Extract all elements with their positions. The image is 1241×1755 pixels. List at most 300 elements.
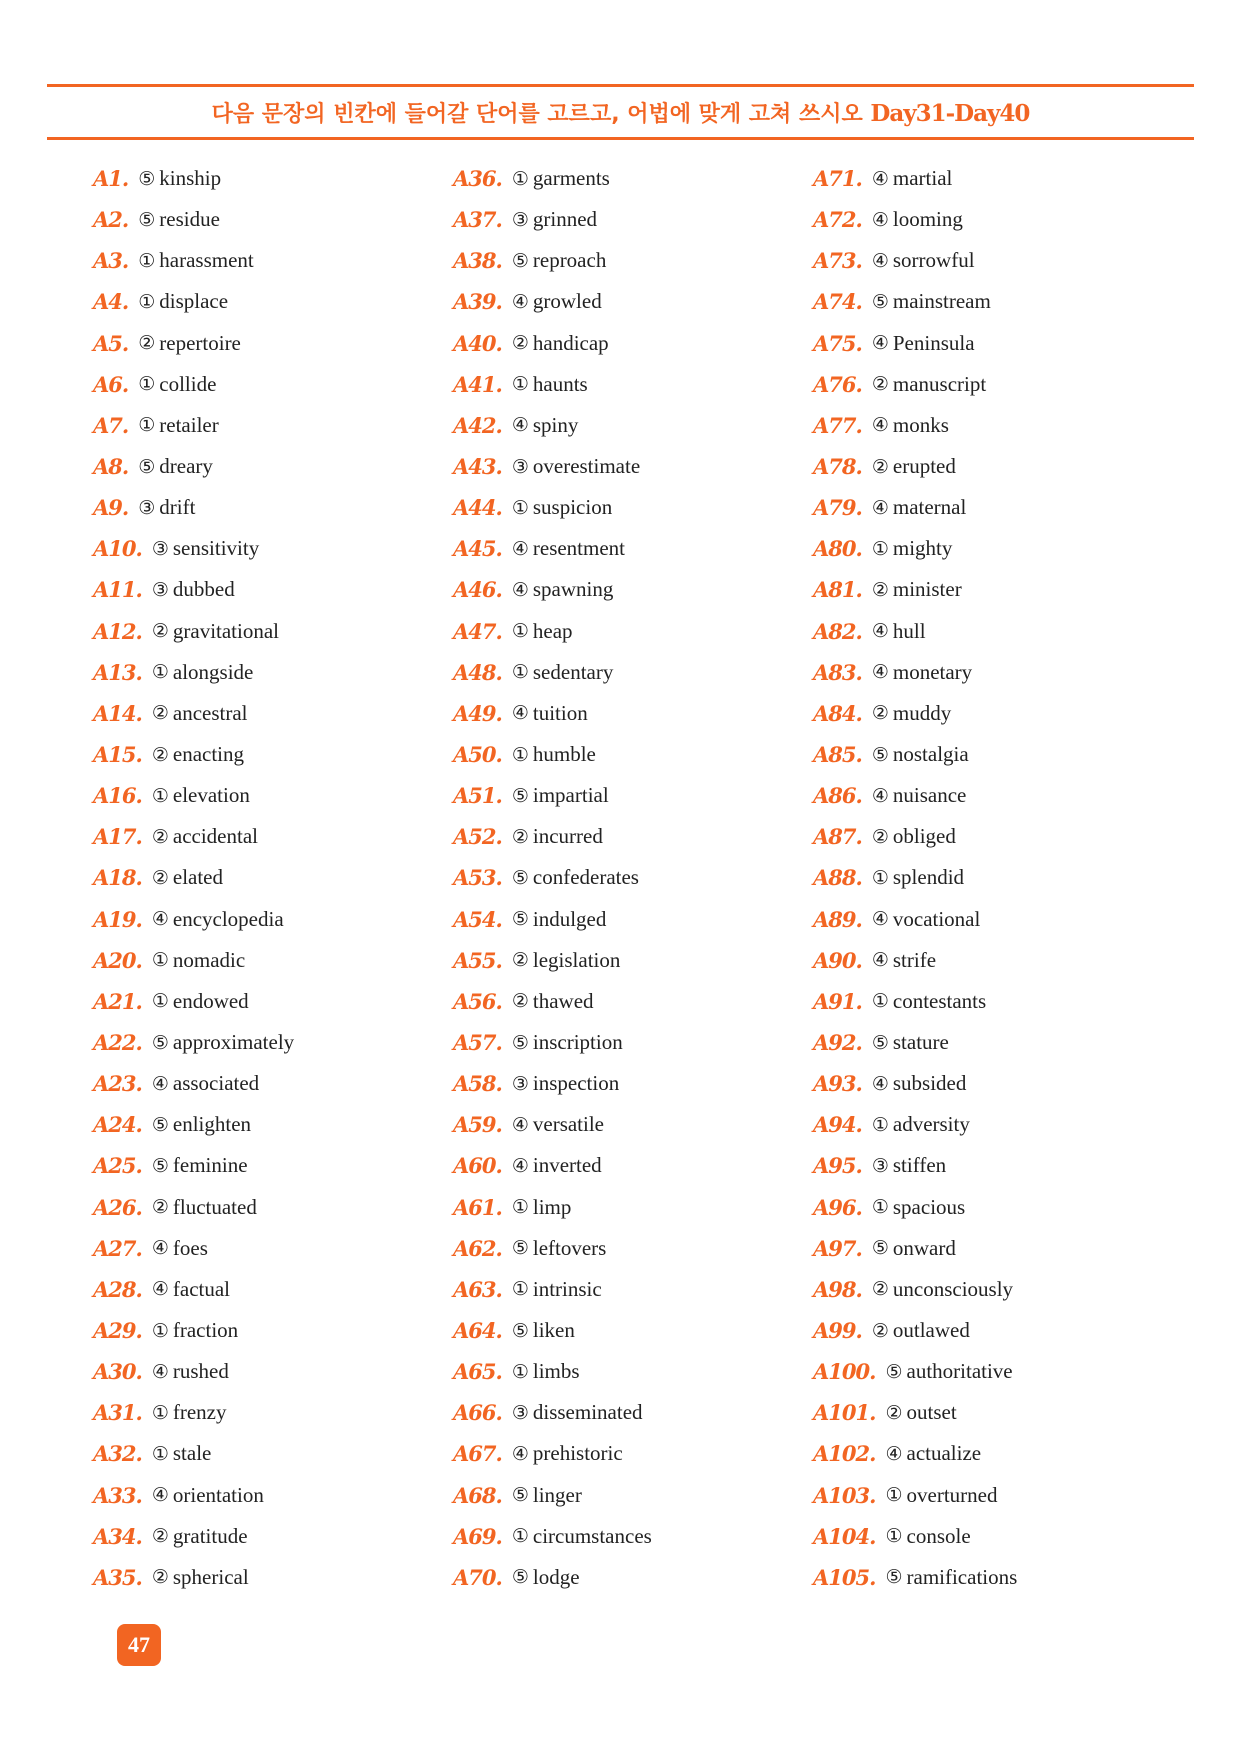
- answer-number: A9.: [93, 495, 129, 521]
- answer-choice: ①: [511, 1278, 529, 1301]
- answer-choice: ⑤: [871, 1237, 889, 1260]
- answer-word: drift: [159, 495, 196, 520]
- answer-choice: ④: [511, 1113, 529, 1136]
- answer-row: [813, 1433, 1173, 1474]
- answer-choice: ④: [151, 1484, 169, 1507]
- answer-row: [453, 1228, 813, 1269]
- answer-word: adversity: [892, 1112, 970, 1137]
- answer-number: A41.: [453, 371, 502, 397]
- answer-word: residue: [159, 207, 220, 232]
- answer-row: [813, 775, 1173, 816]
- answer-choice: ⑤: [511, 1566, 529, 1589]
- answer-number: A73.: [813, 248, 862, 274]
- answer-number: A63.: [453, 1276, 502, 1302]
- answer-choice: ①: [871, 990, 889, 1013]
- answer-row: [453, 446, 813, 487]
- answer-number: A60.: [453, 1153, 502, 1179]
- answer-number: A1.: [93, 166, 129, 192]
- answer-number: A19.: [93, 906, 142, 932]
- answer-choice: ②: [511, 332, 529, 355]
- answer-number: A45.: [453, 536, 502, 562]
- answer-choice: ④: [511, 537, 529, 560]
- answer-word: liken: [532, 1318, 575, 1342]
- answer-row: [453, 1310, 813, 1351]
- answer-choice: ①: [138, 249, 156, 272]
- answer-number: A75.: [813, 330, 862, 356]
- answer-choice: ②: [511, 949, 529, 972]
- answer-row: [813, 569, 1173, 610]
- answer-number: A50.: [453, 742, 502, 768]
- answer-row: [93, 569, 453, 610]
- answer-number: A59.: [453, 1112, 502, 1138]
- answer-choice: ④: [871, 908, 889, 931]
- answer-row: [93, 1145, 453, 1186]
- answer-row: [93, 1516, 453, 1557]
- answer-word: factual: [172, 1276, 230, 1301]
- answer-row: [93, 487, 453, 528]
- answer-number: A61.: [453, 1194, 502, 1220]
- answer-number: A82.: [813, 618, 862, 644]
- answer-number: A17.: [93, 824, 142, 850]
- answer-choice: ⑤: [511, 249, 529, 272]
- answer-row: [453, 281, 813, 322]
- answer-word: manuscript: [892, 371, 987, 396]
- answer-row: [93, 611, 453, 652]
- answer-row: [453, 158, 813, 199]
- answer-row: [93, 940, 453, 981]
- answer-number: A21.: [93, 988, 142, 1014]
- answer-word: leftovers: [532, 1235, 607, 1260]
- answer-word: looming: [892, 207, 963, 232]
- answer-number: A42.: [453, 412, 502, 438]
- answer-choice: ②: [511, 825, 529, 848]
- answer-number: A18.: [93, 865, 142, 891]
- answer-row: [813, 281, 1173, 322]
- answer-word: strife: [892, 947, 937, 972]
- answer-choice: ⑤: [151, 1031, 169, 1054]
- answer-choice: ②: [151, 1196, 169, 1219]
- answer-choice: ②: [885, 1401, 903, 1424]
- answer-choice: ④: [511, 578, 529, 601]
- answer-row: [93, 1269, 453, 1310]
- answer-row: [453, 1187, 813, 1228]
- answer-choice: ②: [151, 702, 169, 725]
- answer-row: [813, 857, 1173, 898]
- answer-word: sensitivity: [172, 536, 260, 561]
- answer-number: A79.: [813, 495, 862, 521]
- answer-number: A81.: [813, 577, 862, 603]
- answer-row: [813, 1145, 1173, 1186]
- answer-word: sedentary: [532, 659, 614, 684]
- answer-row: [93, 1187, 453, 1228]
- answer-row: [453, 1392, 813, 1433]
- answer-number: A99.: [813, 1318, 862, 1343]
- answer-word: gratitude: [172, 1523, 248, 1548]
- answer-row: [453, 857, 813, 898]
- answer-number: A96.: [813, 1194, 862, 1220]
- answer-number: A102.: [813, 1441, 876, 1467]
- answer-row: [93, 857, 453, 898]
- answer-word: stale: [172, 1441, 212, 1466]
- answer-row: [813, 1187, 1173, 1228]
- answer-choice: ④: [151, 1278, 169, 1301]
- answer-row: [93, 1104, 453, 1145]
- answer-choice: ①: [138, 290, 156, 313]
- answer-word: reproach: [532, 248, 607, 273]
- answer-number: A71.: [813, 166, 862, 192]
- answer-word: harassment: [159, 248, 254, 273]
- answer-choice: ⑤: [151, 1154, 169, 1177]
- answer-choice: ①: [151, 1442, 169, 1465]
- answer-row: [813, 1063, 1173, 1104]
- answer-row: [93, 1351, 453, 1392]
- answer-word: heap: [532, 618, 573, 643]
- answer-row: [93, 1228, 453, 1269]
- answer-number: A97.: [813, 1235, 862, 1261]
- answer-choice: ④: [871, 784, 889, 807]
- answer-word: mighty: [892, 536, 953, 561]
- answer-choice: ②: [151, 743, 169, 766]
- answer-word: accidental: [172, 824, 258, 849]
- answer-word: indulged: [532, 906, 607, 931]
- answer-number: A36.: [453, 166, 502, 192]
- answer-choice: ③: [871, 1154, 889, 1177]
- answer-choice: ①: [511, 1360, 529, 1383]
- answer-row: [93, 405, 453, 446]
- answer-choice: ⑤: [511, 1484, 529, 1507]
- answer-row: [93, 1557, 453, 1598]
- answer-word: splendid: [892, 865, 965, 890]
- answer-row: [93, 1022, 453, 1063]
- answer-row: [813, 240, 1173, 281]
- answer-choice: ⑤: [871, 1031, 889, 1054]
- answer-choice: ⑤: [511, 784, 529, 807]
- answer-row: [813, 1022, 1173, 1063]
- answer-row: [93, 446, 453, 487]
- answer-choice: ②: [151, 620, 169, 643]
- answer-number: A30.: [93, 1359, 142, 1385]
- answer-word: versatile: [532, 1112, 605, 1137]
- answer-number: A54.: [453, 906, 502, 932]
- answer-choice: ⑤: [138, 167, 156, 190]
- answer-word: outset: [906, 1400, 957, 1425]
- answer-choice: ⑤: [511, 908, 529, 931]
- answer-choice: ④: [871, 949, 889, 972]
- answer-choice: ②: [871, 1319, 889, 1342]
- answer-number: A31.: [93, 1400, 142, 1426]
- answer-number: A39.: [453, 289, 502, 315]
- answer-number: A48.: [453, 659, 502, 685]
- answer-choice: ⑤: [871, 743, 889, 766]
- answer-number: A47.: [453, 618, 502, 644]
- answer-choice: ①: [885, 1525, 903, 1548]
- answer-choice: ③: [511, 208, 529, 231]
- answer-row: [813, 693, 1173, 734]
- answer-number: A25.: [93, 1153, 142, 1179]
- answer-row: [813, 487, 1173, 528]
- answer-number: A46.: [453, 577, 502, 603]
- answer-number: A78.: [813, 454, 862, 480]
- answer-row: [93, 364, 453, 405]
- answer-word: orientation: [172, 1482, 264, 1507]
- answer-number: A53.: [453, 865, 502, 891]
- answer-number: A67.: [453, 1441, 502, 1467]
- header-top-rule: [47, 84, 1194, 87]
- answer-row: [453, 240, 813, 281]
- answer-word: inspection: [532, 1071, 620, 1096]
- answer-number: A2.: [93, 207, 129, 233]
- answer-number: A43.: [453, 454, 502, 480]
- answer-choice: ③: [511, 455, 529, 478]
- answer-word: feminine: [172, 1153, 248, 1178]
- answer-choice: ⑤: [885, 1566, 903, 1589]
- day-range: Day31-Day40: [870, 100, 1030, 127]
- answer-row: [453, 816, 813, 857]
- answer-word: stiffen: [892, 1153, 947, 1178]
- answer-number: A14.: [93, 700, 142, 726]
- answer-row: [93, 199, 453, 240]
- answer-word: actualize: [906, 1441, 982, 1466]
- answer-word: endowed: [172, 988, 249, 1013]
- answer-row: [453, 652, 813, 693]
- answer-row: [93, 981, 453, 1022]
- answer-word: console: [906, 1523, 971, 1548]
- answer-word: spacious: [892, 1194, 966, 1219]
- answer-number: A16.: [93, 783, 142, 809]
- answer-number: A80.: [813, 536, 862, 562]
- answer-word: fraction: [172, 1318, 239, 1342]
- answer-number: A72.: [813, 207, 862, 233]
- answer-choice: ④: [151, 1237, 169, 1260]
- answer-word: kinship: [159, 166, 222, 191]
- page-title: [47, 96, 1194, 132]
- answer-row: [813, 323, 1173, 364]
- answer-word: spherical: [172, 1564, 249, 1589]
- answer-row: [93, 158, 453, 199]
- answer-row: [93, 1475, 453, 1516]
- answer-row: [453, 1516, 813, 1557]
- answer-word: vocational: [892, 906, 981, 931]
- answer-choice: ④: [511, 290, 529, 313]
- answer-word: mainstream: [892, 289, 991, 314]
- answer-number: A3.: [93, 248, 129, 274]
- answer-choice: ④: [511, 1442, 529, 1465]
- answer-choice: ⑤: [511, 1031, 529, 1054]
- answer-word: contestants: [892, 988, 987, 1013]
- answer-row: [453, 528, 813, 569]
- answer-word: fluctuated: [172, 1194, 257, 1219]
- answer-choice: ④: [511, 414, 529, 437]
- answer-choice: ④: [871, 332, 889, 355]
- answer-number: A105.: [813, 1564, 876, 1590]
- answer-choice: ①: [871, 1113, 889, 1136]
- answer-choice: ①: [151, 990, 169, 1013]
- answer-word: unconsciously: [892, 1276, 1014, 1301]
- answer-number: A23.: [93, 1071, 142, 1097]
- answer-word: grinned: [532, 207, 598, 232]
- answer-number: A40.: [453, 330, 502, 356]
- answer-choice: ①: [511, 1196, 529, 1219]
- answer-choice: ⑤: [138, 455, 156, 478]
- answer-number: A28.: [93, 1276, 142, 1302]
- answer-row: [813, 1228, 1173, 1269]
- answer-row: [813, 446, 1173, 487]
- answer-number: A74.: [813, 289, 862, 315]
- answer-word: inscription: [532, 1030, 623, 1055]
- answer-choice: ②: [511, 990, 529, 1013]
- answer-number: A51.: [453, 783, 502, 809]
- answer-row: [813, 611, 1173, 652]
- answer-choice: ①: [151, 949, 169, 972]
- answer-choice: ④: [871, 496, 889, 519]
- answer-word: maternal: [892, 495, 967, 520]
- answer-word: garments: [532, 166, 610, 191]
- answer-word: confederates: [532, 865, 639, 890]
- answer-word: elated: [172, 865, 224, 890]
- answer-number: A69.: [453, 1523, 502, 1549]
- answer-row: [93, 1063, 453, 1104]
- answer-word: subsided: [892, 1071, 967, 1096]
- answer-choice: ①: [138, 414, 156, 437]
- answer-row: [93, 1433, 453, 1474]
- answer-row: [93, 816, 453, 857]
- answer-choice: ①: [511, 167, 529, 190]
- answer-word: suspicion: [532, 495, 613, 520]
- answer-row: [453, 981, 813, 1022]
- answer-word: nostalgia: [892, 742, 969, 767]
- answer-number: A86.: [813, 783, 862, 809]
- answer-row: [453, 487, 813, 528]
- answer-row: [453, 569, 813, 610]
- answer-row: [453, 1269, 813, 1310]
- answer-row: [453, 1475, 813, 1516]
- answer-row: [453, 611, 813, 652]
- answer-choice: ④: [511, 702, 529, 725]
- answer-number: A34.: [93, 1523, 142, 1549]
- answer-number: A101.: [813, 1400, 876, 1426]
- answer-row: [453, 1063, 813, 1104]
- answer-number: A83.: [813, 659, 862, 685]
- answer-number: A76.: [813, 371, 862, 397]
- answer-number: A94.: [813, 1112, 862, 1138]
- answer-number: A98.: [813, 1276, 862, 1302]
- answer-choice: ⑤: [511, 1237, 529, 1260]
- answer-row: [453, 1433, 813, 1474]
- answer-choice: ②: [871, 455, 889, 478]
- answer-choice: ⑤: [871, 290, 889, 313]
- answer-choice: ①: [885, 1484, 903, 1507]
- answer-row: [453, 1145, 813, 1186]
- answer-number: A65.: [453, 1359, 502, 1385]
- answer-choice: ②: [871, 1278, 889, 1301]
- answer-choice: ①: [871, 537, 889, 560]
- answer-row: [813, 1310, 1173, 1351]
- answer-choice: ⑤: [511, 866, 529, 889]
- answer-choice: ①: [511, 1525, 529, 1548]
- answer-row: [813, 1269, 1173, 1310]
- answer-word: intrinsic: [532, 1276, 602, 1301]
- answer-row: [93, 240, 453, 281]
- answer-row: [93, 528, 453, 569]
- answer-choice: ③: [151, 537, 169, 560]
- answer-word: tuition: [532, 700, 588, 725]
- answer-row: [453, 899, 813, 940]
- answer-choice: ③: [511, 1401, 529, 1424]
- answer-number: A66.: [453, 1400, 502, 1426]
- answer-row: [453, 1557, 813, 1598]
- answer-word: alongside: [172, 659, 254, 684]
- answer-word: obliged: [892, 824, 956, 849]
- answer-word: foes: [172, 1235, 208, 1260]
- answer-choice: ②: [871, 825, 889, 848]
- answer-number: A58.: [453, 1071, 502, 1097]
- answer-choice: ①: [511, 661, 529, 684]
- answer-choice: ②: [151, 825, 169, 848]
- answer-row: [453, 1104, 813, 1145]
- answer-number: A35.: [93, 1564, 142, 1590]
- answer-word: spawning: [532, 577, 614, 602]
- answer-row: [813, 1475, 1173, 1516]
- answer-number: A77.: [813, 412, 862, 438]
- answer-choice: ④: [871, 414, 889, 437]
- answer-word: associated: [172, 1071, 260, 1096]
- answer-number: A104.: [813, 1523, 876, 1549]
- answer-number: A49.: [453, 700, 502, 726]
- answer-row: [93, 1392, 453, 1433]
- answer-word: nomadic: [172, 947, 246, 972]
- answer-word: inverted: [532, 1153, 602, 1178]
- answer-number: A24.: [93, 1112, 142, 1138]
- answer-number: A29.: [93, 1318, 142, 1343]
- answer-number: A91.: [813, 988, 862, 1014]
- answer-choice: ④: [151, 1360, 169, 1383]
- answer-number: A20.: [93, 947, 142, 973]
- answer-choice: ④: [871, 620, 889, 643]
- answer-row: [813, 528, 1173, 569]
- answer-number: A37.: [453, 207, 502, 233]
- answer-word: overestimate: [532, 454, 641, 479]
- answer-word: minister: [892, 577, 962, 602]
- answer-number: A6.: [93, 371, 129, 397]
- answer-number: A5.: [93, 330, 129, 356]
- answer-number: A44.: [453, 495, 502, 521]
- answer-word: frenzy: [172, 1400, 227, 1425]
- answer-word: dubbed: [172, 577, 235, 602]
- answer-row: [453, 1022, 813, 1063]
- answer-number: A4.: [93, 289, 129, 315]
- answer-word: monks: [892, 412, 949, 437]
- answer-choice: ④: [871, 249, 889, 272]
- answer-word: collide: [159, 371, 217, 396]
- answer-number: A38.: [453, 248, 502, 274]
- answer-choice: ⑤: [138, 208, 156, 231]
- answer-row: [813, 1351, 1173, 1392]
- answer-number: A22.: [93, 1030, 142, 1056]
- answer-number: A33.: [93, 1482, 142, 1508]
- answer-number: A26.: [93, 1194, 142, 1220]
- answer-choice: ③: [511, 1072, 529, 1095]
- answer-row: [813, 652, 1173, 693]
- answer-word: elevation: [172, 783, 250, 808]
- answer-choice: ②: [151, 1525, 169, 1548]
- answer-number: A85.: [813, 742, 862, 768]
- answer-choice: ①: [151, 1401, 169, 1424]
- answer-choice: ②: [138, 332, 156, 355]
- answer-word: rushed: [172, 1359, 229, 1384]
- answer-word: resentment: [532, 536, 626, 561]
- answer-word: enlighten: [172, 1112, 252, 1137]
- answer-word: sorrowful: [892, 248, 975, 273]
